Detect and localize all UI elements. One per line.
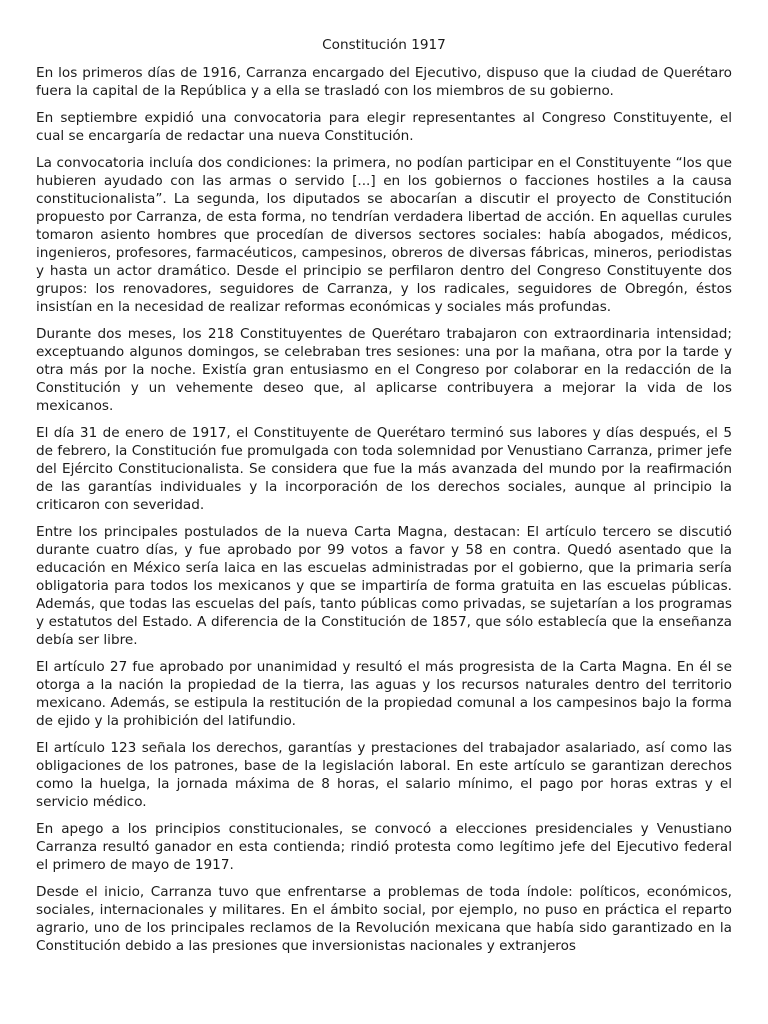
paragraph-10: Desde el inicio, Carranza tuvo que enfrentarse a problemas de toda índole: políticos, económicos, sociales, internacionales y militares. En el ámbito social, por ejemplo, no puso en práctica el reparto agrario, uno de los principales reclamos de la Revolución mexicana que había sido garantizado en la Constitución debido a las presiones que inversionistas nacionales y extranjeros [36,884,732,954]
paragraph-4: Durante dos meses, los 218 Constituyentes de Querétaro trabajaron con extraordinaria intensidad; exceptuando algunos domingos, se celebraban tres sesiones: una por la mañana, otra por la tarde y otra más por la noche. Existía gran entusiasmo en el Congreso por colaborar en la redacción de la Constitución y un vehemente deseo que, al aplicarse contribuyera a mejorar la vida de los mexicanos. [36,326,732,414]
paragraph-3: La convocatoria incluía dos condiciones: la primera, no podían participar en el Constituyente “los que hubieren ayudado con las armas o servido [...] en los gobiernos o facciones hostiles a la causa constitucionalista”. La segunda, los diputados se abocarían a discutir el proyecto de Constitución propuesto por Carranza, de esta forma, no tendrían verdadera libertad de acción. En aquellas curules tomaron asiento hombres que procedían de diversos sectores sociales: había abogados, médicos, ingenieros, profesores, farmacéuticos, campesinos, obreros de diversas fábricas, mineros, periodistas y hasta un actor dramático. Desde el principio se perfilaron dentro del Congreso Constituyente dos grupos: los renovadores, seguidores de Carranza, y los radicales, seguidores de Obregón, éstos insistían en la necesidad de realizar reformas económicas y sociales más profundas. [36,155,732,315]
paragraph-7: El artículo 27 fue aprobado por unanimidad y resultó el más progresista de la Carta Magna. En él se otorga a la nación la propiedad de la tierra, las aguas y los recursos naturales dentro del territorio mexicano. Además, se estipula la restitución de la propiedad comunal a los campesinos bajo la forma de ejido y la prohibición del latifundio. [36,659,732,729]
document-title: Constitución 1917 [322,37,446,53]
paragraph-2: En septiembre expidió una convocatoria para elegir representantes al Congreso Constituyente, el cual se encargaría de redactar una nueva Constitución. [36,110,732,144]
paragraph-1: En los primeros días de 1916, Carranza encargado del Ejecutivo, dispuso que la ciudad de Querétaro fuera la capital de la República y a ella se trasladó con los miembros de su gobierno. [36,65,732,99]
paragraph-9: En apego a los principios constitucionales, se convocó a elecciones presidenciales y Venustiano Carranza resultó ganador en esta contienda; rindió protesta como legítimo jefe del Ejecutivo federal el primero de mayo de 1917. [36,821,732,873]
document-page [36,36,732,964]
paragraph-8: El artículo 123 señala los derechos, garantías y prestaciones del trabajador asalariado, así como las obligaciones de los patrones, base de la legislación laboral. En este artículo se garantizan derechos como la huelga, la jornada máxima de 8 horas, el salario mínimo, el pago por horas extras y el servicio médico. [36,740,732,810]
paragraph-6: Entre los principales postulados de la nueva Carta Magna, destacan: El artículo tercero se discutió durante cuatro días, y fue aprobado por 99 votos a favor y 58 en contra. Quedó asentado que la educación en México sería laica en las escuelas administradas por el gobierno, que la primaria sería obligatoria para todos los mexicanos y que se impartiría de forma gratuita en las escuelas públicas. Además, que todas las escuelas del país, tanto públicas como privadas, se sujetarían a los programas y estatutos del Estado. A diferencia de la Constitución de 1857, que sólo establecía que la enseñanza debía ser libre. [36,524,732,648]
paragraph-5: El día 31 de enero de 1917, el Constituyente de Querétaro terminó sus labores y días después, el 5 de febrero, la Constitución fue promulgada con toda solemnidad por Venustiano Carranza, primer jefe del Ejército Constitucionalista. Se considera que fue la más avanzada del mundo por la reafirmación de las garantías individuales y la incorporación de los derechos sociales, aunque al principio la criticaron con severidad. [36,425,732,513]
